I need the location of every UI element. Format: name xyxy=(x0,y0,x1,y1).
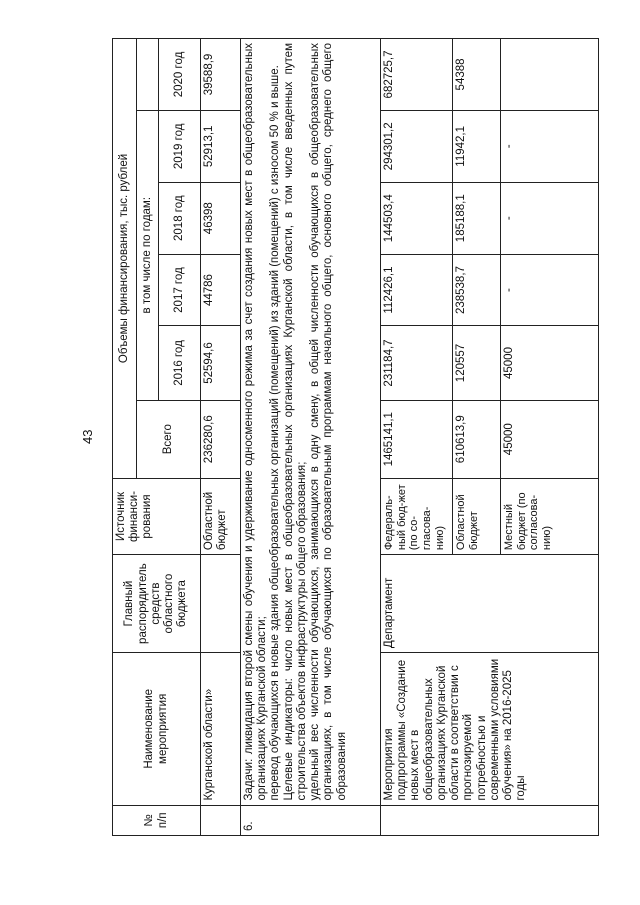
header-manager: Главный распорядитель средств областного бюджета xyxy=(113,555,201,653)
measure-year: 120557 xyxy=(453,326,501,400)
measure-year: 112426,1 xyxy=(381,254,453,326)
table-cell xyxy=(381,805,599,835)
measure-source: Областной бюджет xyxy=(453,478,501,554)
row-kurgan-source: Областной бюджет xyxy=(201,478,241,554)
measure-source: Местный бюджет (по согласова-нию) xyxy=(501,478,599,554)
header-year: 2019 год xyxy=(159,110,201,182)
measure-year: 185188,1 xyxy=(453,182,501,254)
header-name: Наименование мероприятия xyxy=(113,653,201,805)
measure-source: Федераль-ный бюд-жет (по со-гласова-нию) xyxy=(381,478,453,554)
table-cell xyxy=(201,555,241,653)
row-kurgan-year: 52594,6 xyxy=(201,326,241,400)
section-tasks xyxy=(241,39,381,806)
measure-year: 45000 xyxy=(501,326,599,400)
measure-year: 231184,7 xyxy=(381,326,453,400)
measure-year: 11942,1 xyxy=(453,110,501,182)
measure-year: 144503,4 xyxy=(381,182,453,254)
row-kurgan-total: 236280,6 xyxy=(201,400,241,478)
measure-total: 1465141,1 xyxy=(381,400,453,478)
task-line: удельный вес численности обучающихся, занимающихся в одну смену, в общей численности обучающихся в общеобразовательных организациях, в том числе обучающихся по образовательным программам начального общего, основного общего, среднего общего образования xyxy=(309,43,348,801)
row-kurgan-year: 52913,1 xyxy=(201,110,241,182)
row-kurgan-year: 39588,9 xyxy=(201,39,241,111)
header-year: 2016 год xyxy=(159,326,201,400)
measure-year: - xyxy=(501,254,599,326)
section-number: 6. xyxy=(241,805,381,835)
row-kurgan-name: Курганской области» xyxy=(201,653,241,805)
header-source: Источник финанси-рования xyxy=(113,478,201,554)
measure-year: 294301,2 xyxy=(381,110,453,182)
measure-manager: Департамент xyxy=(381,555,599,653)
funding-table xyxy=(112,38,599,836)
measure-year: - xyxy=(501,182,599,254)
measure-year: 682725,7 xyxy=(381,39,453,111)
measure-total: 45000 xyxy=(501,400,599,478)
measure-year: 238538,7 xyxy=(453,254,501,326)
table-cell xyxy=(201,805,241,835)
header-total: Всего xyxy=(137,400,201,478)
header-year: 2020 год xyxy=(159,39,201,111)
row-kurgan-year: 46398 xyxy=(201,182,241,254)
header-funding: Объемы финансирования, тыс. рублей xyxy=(113,39,137,479)
header-num: № п/п xyxy=(113,805,201,835)
task-line: Целевые индикаторы: число новых мест в общеобразовательных организациях Курганской области, в том числе введенных путем строительства объектов инфраструктуры общего образования; xyxy=(282,43,308,801)
header-year: 2017 год xyxy=(159,254,201,326)
page-number: 43 xyxy=(80,429,95,444)
header-spacer xyxy=(137,39,159,111)
measure-total: 610613,9 xyxy=(453,400,501,478)
header-by-years: в том числе по годам: xyxy=(137,110,159,400)
row-kurgan-year: 44786 xyxy=(201,254,241,326)
header-year: 2018 год xyxy=(159,182,201,254)
document-table-rotated xyxy=(112,38,599,836)
measure-year: 54388 xyxy=(453,39,501,111)
measure-year: - xyxy=(501,110,599,182)
task-line: Задачи: ликвидация второй смены обучения и удерживание односменного режима за счет создания новых мест в общеобразовательных организациях Курганской области; xyxy=(243,43,269,801)
measure-year xyxy=(501,39,599,111)
task-line: перевод обучающихся в новые здания общеобразовательных организаций (помещений) из зданий (помещений) с износом 50 % и выше. xyxy=(269,65,282,801)
measure-name: Мероприятия подпрограммы «Создание новых мест в общеобразовательных организациях Курганской области в соответствии с прогнозируемой потребностью и современными условиями обучения» на 2016-2025 годы xyxy=(381,653,599,805)
